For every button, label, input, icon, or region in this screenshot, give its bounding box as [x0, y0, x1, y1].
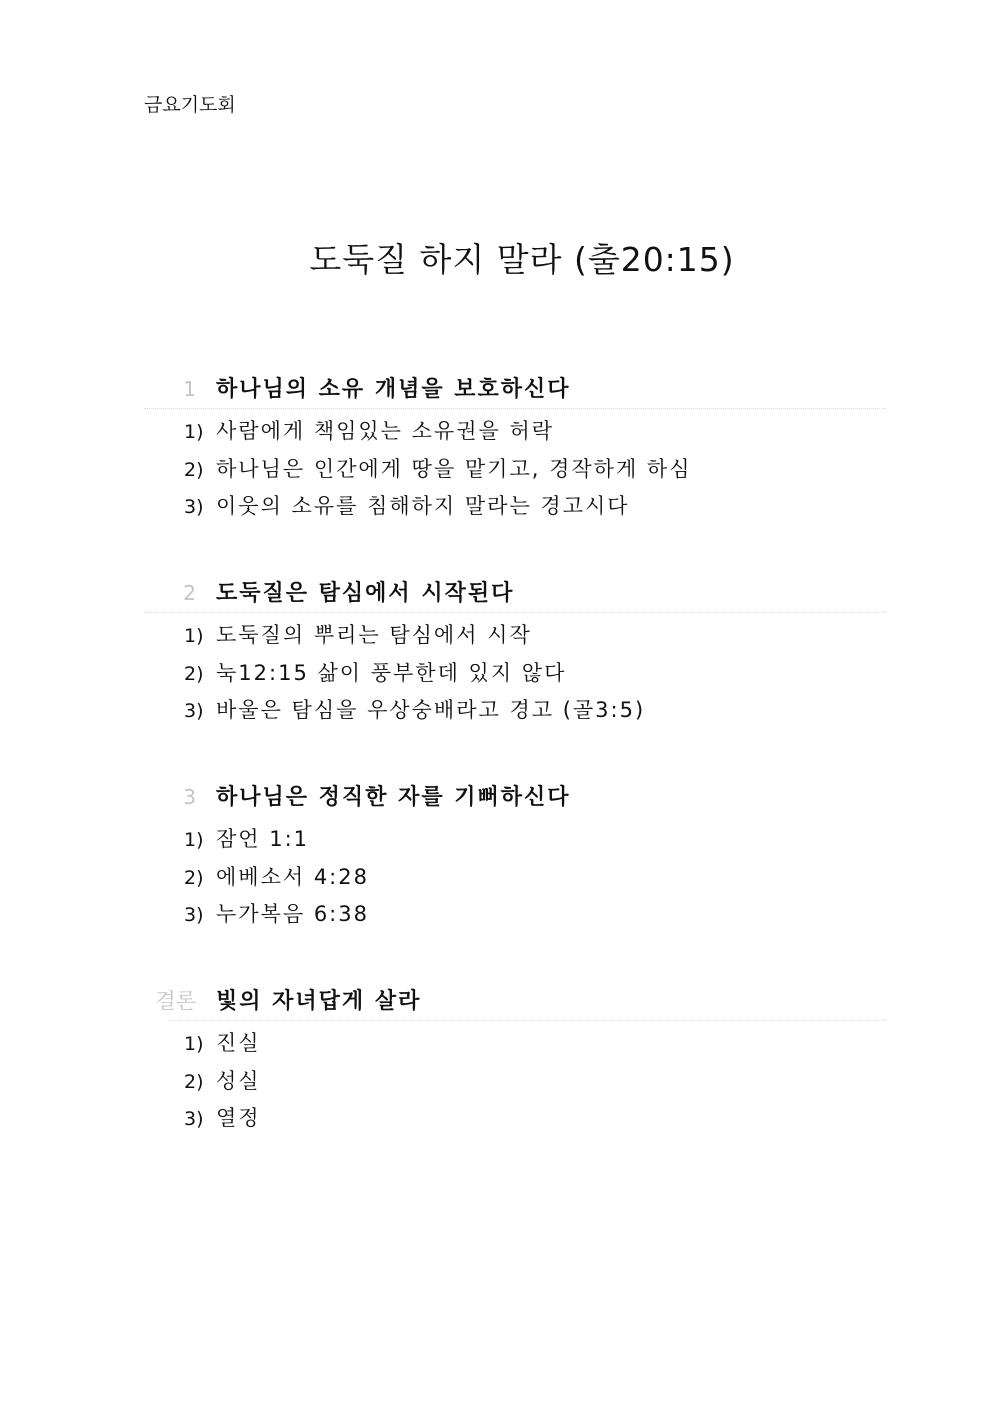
list-item: [144, 490, 886, 528]
list-item: [144, 823, 886, 861]
item-number: 3): [184, 904, 204, 927]
item-text: 바울은 탐심을 우상숭배라고 경고 (골3:5): [216, 698, 646, 723]
header-label: 금요기도회: [144, 94, 236, 116]
item-number: 1): [184, 1033, 204, 1055]
section-title: 하나님의 소유 개념을 보호하신다: [216, 377, 571, 402]
section-header: [144, 780, 886, 816]
item-list: [144, 415, 886, 528]
item-number: 2): [184, 662, 204, 685]
list-item: [144, 657, 886, 695]
section-header: [126, 984, 886, 1020]
section-header: [144, 576, 886, 612]
item-number: 1): [184, 421, 204, 443]
item-text: 눅12:15 삶이 풍부한데 있지 않다: [216, 660, 567, 685]
section-1: [144, 372, 886, 528]
item-text: 에베소서 4:28: [216, 864, 369, 889]
list-item: [144, 694, 886, 732]
document-title: 도둑질 하지 말라 (출20:15): [309, 240, 735, 280]
item-number: 2): [184, 1070, 204, 1093]
list-item: [144, 619, 886, 657]
item-text: 도둑질의 뿌리는 탐심에서 시작: [216, 623, 532, 647]
item-number: 2): [184, 866, 204, 889]
item-number: 1): [184, 625, 204, 647]
section-header: [144, 372, 886, 408]
section-number: 2: [183, 581, 196, 605]
section-3: [144, 780, 886, 936]
list-item: [144, 415, 886, 453]
item-list: [144, 1027, 886, 1140]
item-text: 잠언 1:1: [216, 827, 310, 851]
section-title: 빛의 자녀답게 살라: [216, 989, 422, 1014]
list-item: [144, 1027, 886, 1065]
section-2: [144, 576, 886, 732]
list-item: [144, 1102, 886, 1140]
list-item: [144, 861, 886, 899]
item-text: 이웃의 소유를 침해하지 말라는 경고시다: [216, 494, 630, 519]
item-number: 3): [184, 1108, 204, 1131]
section-divider: [144, 612, 886, 613]
section-conclusion: [126, 984, 886, 1140]
item-list: [144, 823, 886, 936]
section-number: 3: [183, 785, 196, 809]
list-item: [144, 453, 886, 491]
item-text: 하나님은 인간에게 땅을 맡기고, 경작하게 하심: [216, 456, 692, 481]
section-divider: [144, 408, 886, 409]
item-text: 사람에게 책임있는 소유권을 허락: [216, 419, 555, 443]
item-text: 진실: [216, 1031, 261, 1055]
section-divider: [170, 1020, 886, 1021]
item-list: [144, 619, 886, 732]
section-number: 결론: [155, 989, 196, 1013]
list-item: [144, 1065, 886, 1103]
item-number: 3): [184, 700, 204, 723]
item-number: 1): [184, 829, 204, 851]
item-text: 열정: [216, 1106, 261, 1131]
item-text: 누가복음 6:38: [216, 902, 369, 927]
item-number: 2): [184, 458, 204, 481]
item-text: 성실: [216, 1068, 261, 1093]
section-title: 하나님은 정직한 자를 기뻐하신다: [216, 785, 571, 810]
section-title: 도둑질은 탐심에서 시작된다: [216, 581, 515, 606]
section-number: 1: [183, 377, 196, 401]
list-item: [144, 898, 886, 936]
item-number: 3): [184, 496, 204, 519]
